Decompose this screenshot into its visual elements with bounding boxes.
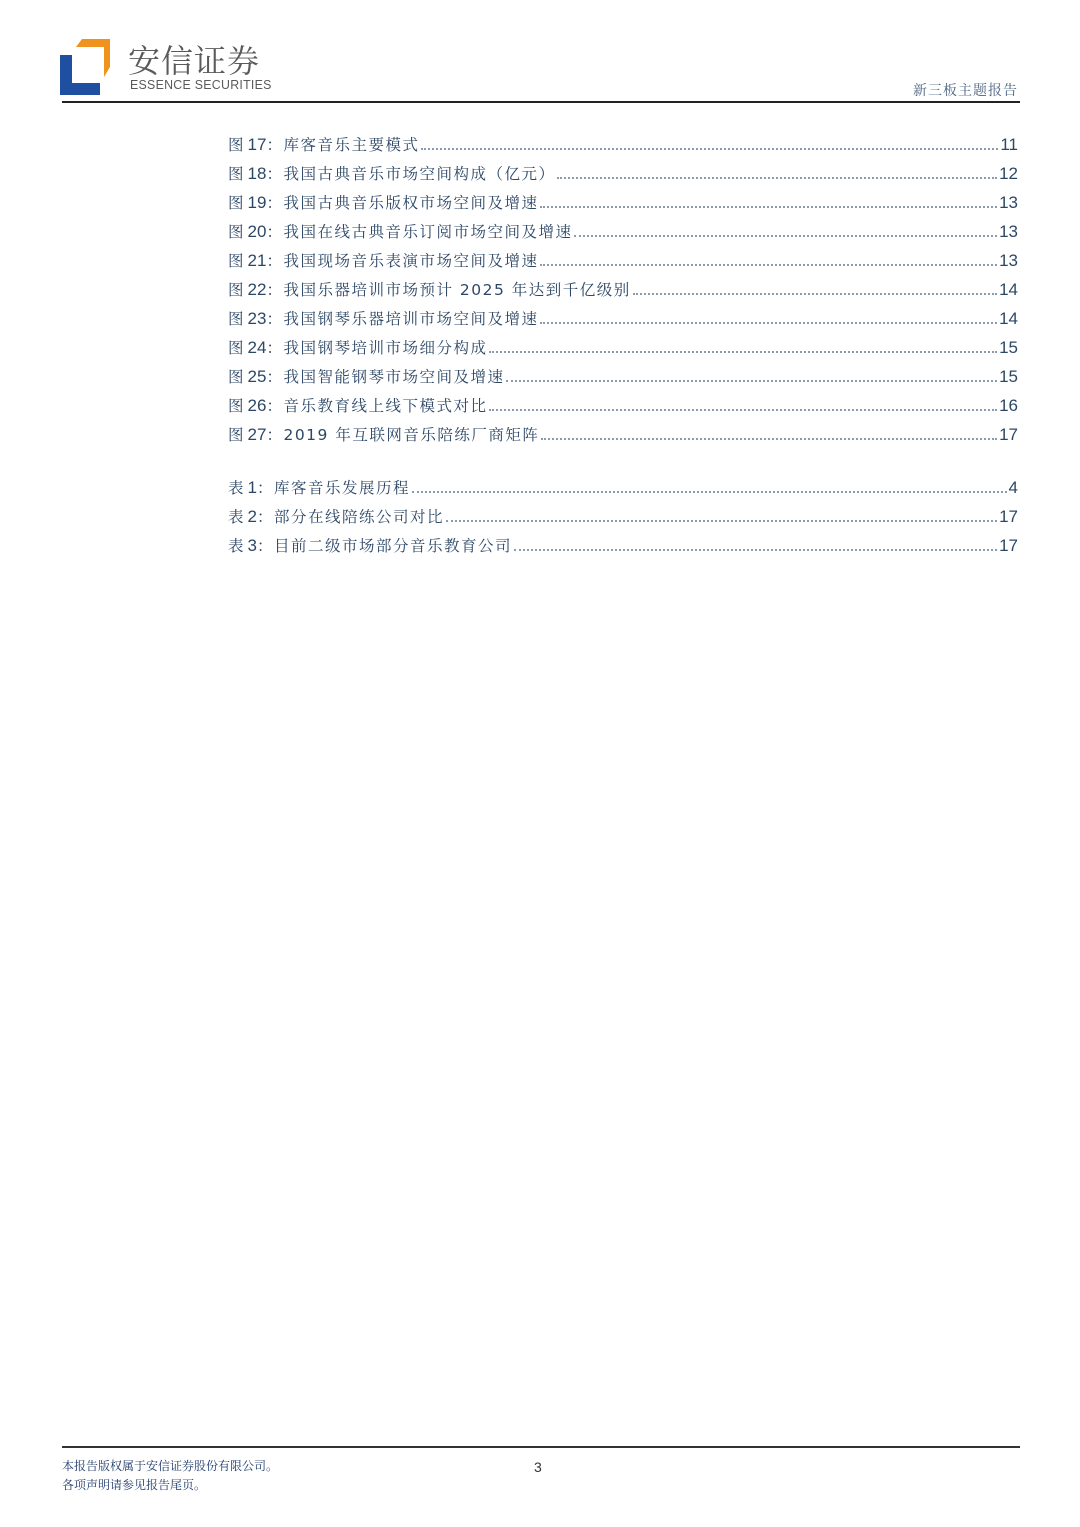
toc-entry-figure[interactable] — [228, 249, 1018, 278]
toc-entry-separator: ： — [266, 136, 284, 154]
toc-entry-page: 4 — [1008, 478, 1018, 497]
toc-entry-page: 13 — [999, 222, 1018, 241]
toc-entry-title: 我国乐器培训市场预计 2025 年达到千亿级别 — [283, 281, 631, 299]
toc-entry-separator: ： — [266, 397, 284, 415]
toc-entry-figure[interactable] — [228, 336, 1018, 365]
dot-leader — [489, 409, 997, 411]
toc-entry-number: 27 — [247, 425, 267, 444]
toc-entry-label — [228, 336, 487, 358]
toc-entry-figure[interactable] — [228, 365, 1018, 394]
toc-entry-prefix: 图 — [228, 310, 248, 328]
dot-leader — [514, 549, 997, 551]
toc-entry-number: 25 — [247, 367, 267, 386]
toc-entry-title: 音乐教育线上线下模式对比 — [283, 397, 488, 415]
toc-entry-title: 库客音乐发展历程 — [274, 479, 411, 497]
toc-entry-title: 部分在线陪练公司对比 — [274, 508, 445, 526]
toc-entry-number: 24 — [247, 338, 267, 357]
toc-entry-number: 2 — [247, 507, 257, 526]
toc-entry-label — [228, 162, 555, 184]
toc-entry-number: 20 — [247, 222, 267, 241]
toc-entry-table[interactable] — [228, 476, 1018, 505]
toc-entry-number: 23 — [247, 309, 267, 328]
toc-entry-page: 15 — [999, 367, 1018, 386]
table-list — [228, 476, 1018, 563]
dot-leader — [540, 322, 997, 324]
toc-entry-page: 12 — [999, 164, 1018, 183]
toc-entry-title: 我国在线古典音乐订阅市场空间及增速 — [283, 223, 573, 241]
dot-leader — [541, 438, 997, 440]
toc-entry-prefix: 表 — [228, 479, 248, 497]
toc-entry-separator: ： — [266, 223, 284, 241]
toc-entry-prefix: 图 — [228, 136, 248, 154]
toc-entry-figure[interactable] — [228, 133, 1018, 162]
toc-entry-label — [228, 365, 504, 387]
dot-leader — [574, 235, 997, 237]
toc-entry-number: 19 — [247, 193, 267, 212]
toc-entry-page: 14 — [999, 309, 1018, 328]
toc-entry-separator: ： — [256, 537, 274, 555]
dot-leader — [540, 206, 997, 208]
toc-entry-figure[interactable] — [228, 278, 1018, 307]
dot-leader — [540, 264, 997, 266]
toc-entry-prefix: 图 — [228, 397, 248, 415]
toc-entry-separator: ： — [266, 165, 284, 183]
dot-leader — [489, 351, 997, 353]
list-gap — [228, 452, 1018, 476]
page-header — [0, 0, 1080, 105]
toc-entry-separator: ： — [266, 194, 284, 212]
toc-entry-title: 我国智能钢琴市场空间及增速 — [283, 368, 505, 386]
disclaimer-line: 各项声明请参见报告尾页。 — [62, 1478, 207, 1492]
logo-chinese-name: 安信证券 — [128, 42, 261, 80]
toc-entry-page: 17 — [999, 425, 1018, 444]
page-number: 3 — [534, 1459, 542, 1475]
toc-entry-number: 17 — [247, 135, 267, 154]
essence-logo-icon — [60, 37, 112, 95]
dot-leader — [446, 520, 997, 522]
toc-entry-prefix: 图 — [228, 368, 248, 386]
table-of-contents — [228, 133, 1018, 563]
toc-entry-figure[interactable] — [228, 423, 1018, 452]
header-divider — [62, 101, 1020, 103]
toc-entry-page: 17 — [999, 507, 1018, 526]
toc-entry-figure[interactable] — [228, 307, 1018, 336]
toc-entry-separator: ： — [266, 281, 284, 299]
copyright-line: 本报告版权属于安信证券股份有限公司。 — [62, 1459, 279, 1473]
toc-entry-title: 库客音乐主要模式 — [283, 136, 420, 154]
dot-leader — [421, 148, 998, 150]
toc-entry-title: 我国钢琴乐器培训市场空间及增速 — [283, 310, 539, 328]
toc-entry-figure[interactable] — [228, 394, 1018, 423]
toc-entry-number: 1 — [247, 478, 257, 497]
toc-entry-label — [228, 307, 538, 329]
toc-entry-label — [228, 191, 538, 213]
toc-entry-prefix: 图 — [228, 252, 248, 270]
toc-entry-page: 11 — [1000, 135, 1018, 154]
toc-entry-label — [228, 133, 419, 155]
toc-entry-title: 我国古典音乐版权市场空间及增速 — [283, 194, 539, 212]
report-type-label: 新三板主题报告 — [913, 83, 1018, 99]
copyright-notice — [62, 1457, 278, 1495]
toc-entry-table[interactable] — [228, 534, 1018, 563]
dot-leader — [557, 177, 997, 179]
toc-entry-number: 22 — [247, 280, 267, 299]
toc-entry-separator: ： — [266, 252, 284, 270]
dot-leader — [506, 380, 997, 382]
toc-entry-label — [228, 278, 631, 300]
toc-entry-prefix: 图 — [228, 165, 248, 183]
figure-list — [228, 133, 1018, 452]
toc-entry-prefix: 图 — [228, 426, 248, 444]
toc-entry-prefix: 图 — [228, 281, 248, 299]
toc-entry-prefix: 表 — [228, 508, 248, 526]
toc-entry-label — [228, 394, 487, 416]
toc-entry-number: 3 — [247, 536, 257, 555]
toc-entry-title: 我国古典音乐市场空间构成（亿元） — [283, 165, 556, 183]
toc-entry-page: 16 — [999, 396, 1018, 415]
toc-entry-label — [228, 249, 538, 271]
toc-entry-number: 18 — [247, 164, 267, 183]
toc-entry-page: 13 — [999, 193, 1018, 212]
toc-entry-title: 我国现场音乐表演市场空间及增速 — [283, 252, 539, 270]
toc-entry-title: 2019 年互联网音乐陪练厂商矩阵 — [283, 426, 540, 444]
toc-entry-label — [228, 423, 539, 445]
toc-entry-separator: ： — [266, 426, 284, 444]
dot-leader — [633, 293, 997, 295]
toc-entry-label — [228, 534, 512, 556]
toc-entry-figure[interactable] — [228, 191, 1018, 220]
logo-english-name: ESSENCE SECURITIES — [130, 77, 272, 92]
toc-entry-page: 13 — [999, 251, 1018, 270]
toc-entry-page: 17 — [999, 536, 1018, 555]
toc-entry-title: 我国钢琴培训市场细分构成 — [283, 339, 488, 357]
toc-entry-prefix: 图 — [228, 194, 248, 212]
toc-entry-figure[interactable] — [228, 162, 1018, 191]
toc-entry-separator: ： — [256, 508, 274, 526]
toc-entry-separator: ： — [266, 310, 284, 328]
toc-entry-prefix: 图 — [228, 339, 248, 357]
toc-entry-separator: ： — [256, 479, 274, 497]
toc-entry-title: 目前二级市场部分音乐教育公司 — [274, 537, 513, 555]
dot-leader — [412, 491, 1007, 493]
toc-entry-page: 14 — [999, 280, 1018, 299]
toc-entry-separator: ： — [266, 368, 284, 386]
footer-divider — [62, 1446, 1020, 1448]
toc-entry-number: 21 — [247, 251, 267, 270]
toc-entry-label — [228, 505, 444, 527]
toc-entry-label — [228, 476, 410, 498]
toc-entry-table[interactable] — [228, 505, 1018, 534]
toc-entry-label — [228, 220, 572, 242]
toc-entry-page: 15 — [999, 338, 1018, 357]
toc-entry-figure[interactable] — [228, 220, 1018, 249]
toc-entry-prefix: 表 — [228, 537, 248, 555]
toc-entry-number: 26 — [247, 396, 267, 415]
toc-entry-separator: ： — [266, 339, 284, 357]
toc-entry-prefix: 图 — [228, 223, 248, 241]
